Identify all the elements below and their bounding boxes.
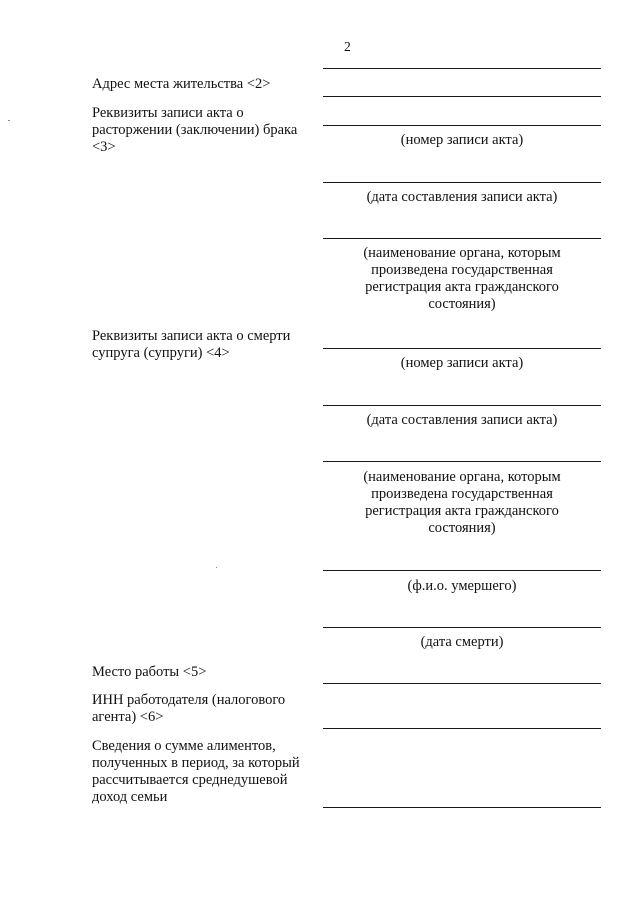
death-record-label-line-1: Реквизиты записи акта о смерти — [92, 328, 291, 344]
page-number: 2 — [344, 39, 351, 54]
marriage-record-authority-caption-2: произведена государственная — [371, 262, 553, 278]
death-record-number-caption: (номер записи акта) — [400, 355, 524, 371]
workplace-field-line[interactable] — [323, 683, 601, 684]
marriage-record-authority-caption-1: (наименование органа, которым — [363, 245, 561, 261]
marriage-record-number-line[interactable] — [323, 125, 601, 126]
death-record-authority-caption-3: регистрация акта гражданского — [365, 503, 559, 519]
alimony-label-line-4: доход семьи — [92, 789, 168, 805]
death-record-date-line[interactable] — [323, 405, 601, 406]
address-field-line-2[interactable] — [323, 96, 601, 97]
deceased-name-line[interactable] — [323, 570, 601, 571]
deceased-name-caption: (ф.и.о. умершего) — [407, 578, 517, 594]
death-record-date-caption: (дата составления записи акта) — [366, 412, 558, 428]
marriage-record-authority-line[interactable] — [323, 238, 601, 239]
scan-mark — [216, 567, 217, 568]
workplace-label: Место работы <5> — [92, 664, 207, 680]
death-date-caption: (дата смерти) — [420, 634, 504, 650]
death-record-authority-caption-1: (наименование органа, которым — [363, 469, 561, 485]
death-record-authority-line[interactable] — [323, 461, 601, 462]
alimony-label-line-3: рассчитывается среднедушевой — [92, 772, 288, 788]
alimony-field-line[interactable] — [323, 807, 601, 808]
death-record-authority-caption-2: произведена государственная — [371, 486, 553, 502]
alimony-label-line-1: Сведения о сумме алиментов, — [92, 738, 276, 754]
employer-inn-label-line-2: агента) <6> — [92, 709, 164, 725]
employer-inn-field-line[interactable] — [323, 728, 601, 729]
marriage-record-label-line-2: расторжении (заключении) брака — [92, 122, 298, 138]
marriage-record-label-line-1: Реквизиты записи акта о — [92, 105, 244, 121]
marriage-record-authority-caption-3: регистрация акта гражданского — [365, 279, 559, 295]
employer-inn-label-line-1: ИНН работодателя (налогового — [92, 692, 286, 708]
marriage-record-date-caption: (дата составления записи акта) — [366, 189, 558, 205]
marriage-record-label-line-3: <3> — [92, 139, 116, 155]
death-record-label-line-2: супруга (супруги) <4> — [92, 345, 230, 361]
address-field-line-1[interactable] — [323, 68, 601, 69]
marriage-record-date-line[interactable] — [323, 182, 601, 183]
death-record-authority-caption-4: состояния) — [428, 520, 496, 536]
marriage-record-number-caption: (номер записи акта) — [400, 132, 524, 148]
death-record-number-line[interactable] — [323, 348, 601, 349]
marriage-record-authority-caption-4: состояния) — [428, 296, 496, 312]
death-date-line[interactable] — [323, 627, 601, 628]
alimony-label-line-2: полученных в период, за который — [92, 755, 300, 771]
scan-mark — [8, 120, 10, 121]
address-label: Адрес места жительства <2> — [92, 76, 271, 92]
